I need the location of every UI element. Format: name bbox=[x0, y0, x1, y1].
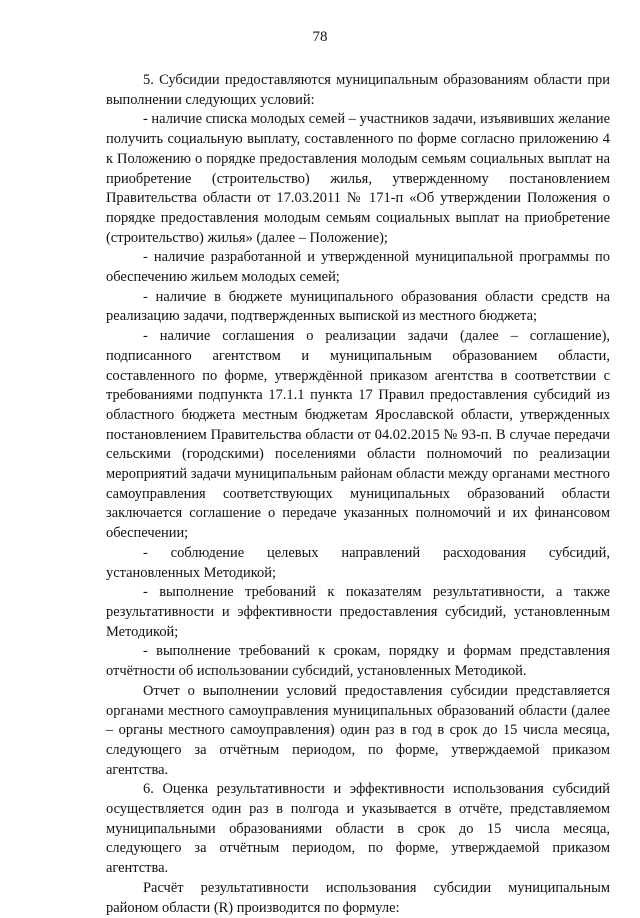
paragraph-municipal-program: - наличие разработанной и утвержденной муниципальной программы по обеспечению жильем молодых семей; bbox=[106, 249, 610, 286]
paragraph-report-submission: Отчет о выполнении условий предоставления субсидии представляется органами местного самоуправления муниципальных образований области (далее – органы местного самоуправления) один раз в год в срок до 15 числа месяца, следующего за отчётным периодом, по форме, утверждаемой приказом агентства. bbox=[106, 682, 610, 778]
paragraph-effectiveness-assessment: 6. Оценка результативности и эффективности использования субсидий осуществляется один раз в полгода и указывается в отчёте, представляемом муниципальными образованиями области в срок до 15 числа месяца, следующего за отчётным периодом, по форме, утверждаемой приказом агентства. bbox=[106, 781, 610, 877]
paragraph-young-families-list: - наличие списка молодых семей – участников задачи, изъявивших желание получить социальную выплату, составленного по форме согласно приложению 4 к Положению о порядке предоставления молодым семьям социальных выплат на приобретение (строительство) жилья, утвержденному постановлением Правительства области от 17.03.2011 № 171-п «Об утверждении Положения о порядке предоставления молодым семьям социальных выплат на приобретение (строительство) жилья» (далее – Положение); bbox=[106, 111, 610, 246]
paragraph-agreement: - наличие соглашения о реализации задачи (далее – соглашение), подписанного агентством и муниципальным образованием области, составленного по форме, утверждённой приказом агентства в соответствии с требованиями подпункта 17.1.1 пункта 17 Правил предоставления субсидий из областного бюджета местным бюджетам Ярославской области, утвержденных постановлением Правительства области от 04.02.2015 № 93-п. В случае передачи сельскими (городскими) поселениями области полномочий по реализации мероприятий задачи муниципальным районам области между органами местного самоуправления соответствующих муниципальных образований области заключается соглашение о передаче указанных полномочий и их финансовом обеспечении; bbox=[106, 328, 610, 542]
page-number: 78 bbox=[312, 29, 328, 45]
paragraph-conditions-intro: 5. Субсидии предоставляются муниципальным образованиям области при выполнении следующих условий: bbox=[106, 72, 610, 108]
paragraph-formula-intro: Расчёт результативности использования субсидии муниципальным районом области (R) производится по формуле: bbox=[106, 879, 610, 916]
paragraph-budget-funds: - наличие в бюджете муниципального образования области средств на реализацию задачи, подтвержденных выпиской из местного бюджета; bbox=[106, 288, 610, 325]
paragraph-performance-indicators: - выполнение требований к показателям результативности, а также результативности и эффективности предоставления субсидий, установленным Методикой; bbox=[106, 584, 610, 640]
document-body bbox=[106, 71, 610, 918]
paragraph-reporting-requirements: - выполнение требований к срокам, порядку и формам представления отчётности об использовании субсидий, установленных Методикой. bbox=[106, 643, 610, 680]
paragraph-target-spending: - соблюдение целевых направлений расходования субсидий, установленных Методикой; bbox=[106, 544, 610, 581]
